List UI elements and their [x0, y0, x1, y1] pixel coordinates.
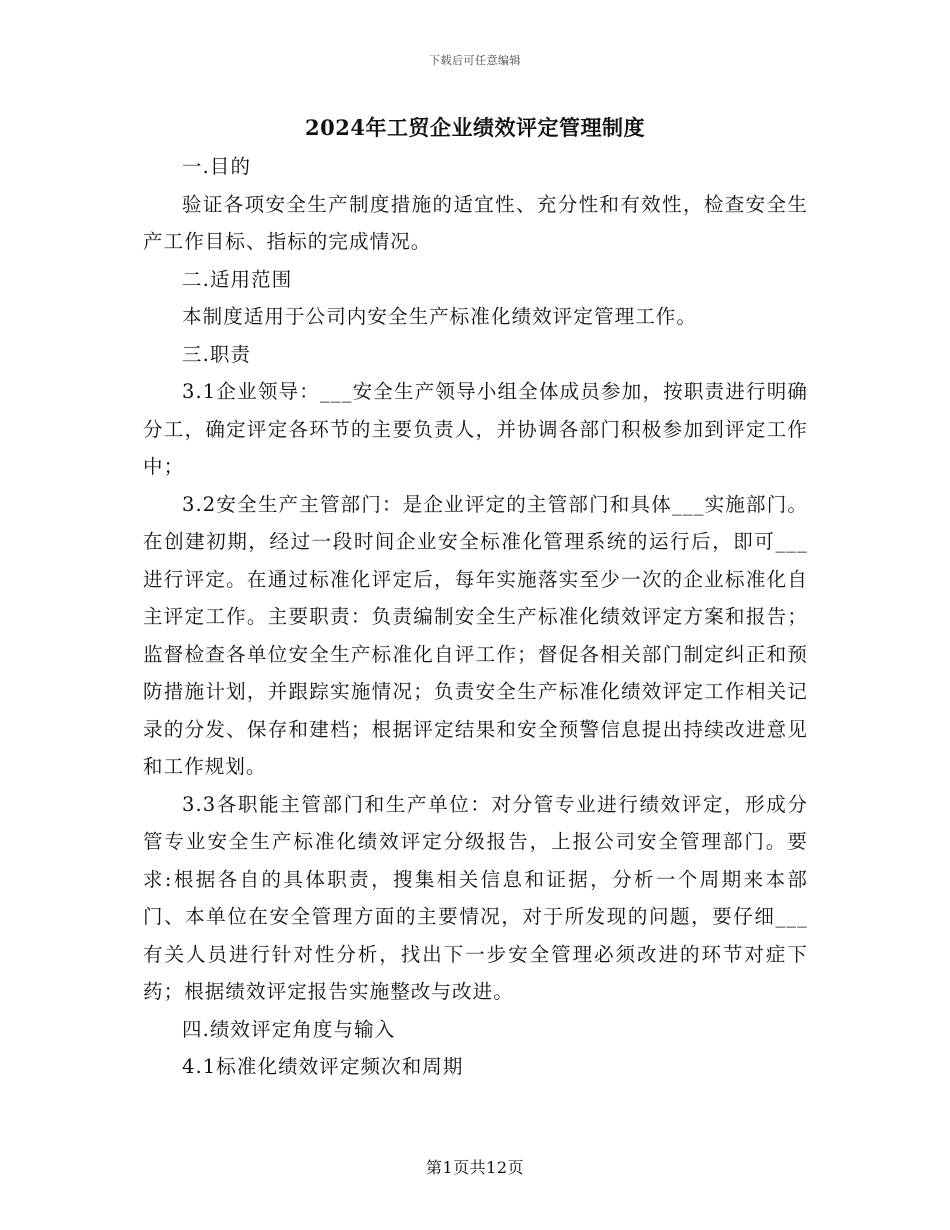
paragraph-purpose: 验证各项安全生产制度措施的适宜性、充分性和有效性，检查安全生产工作目标、指标的完成情况。 [143, 192, 808, 253]
section-heading-evaluation: 四.绩效评定角度与输入 [182, 1017, 396, 1041]
section-heading-responsibilities: 三.职责 [182, 342, 252, 366]
document-body [143, 148, 808, 1086]
paragraph-3-1: 3.1企业领导：___安全生产领导小组全体成员参加，按职责进行明确分工，确定评定各环节的主要负责人，并协调各部门积极参加到评定工作中； [143, 380, 808, 478]
section-heading-purpose: 一.目的 [182, 155, 252, 178]
header-note: 下载后可任意编辑 [429, 54, 521, 67]
paragraph-3-2: 3.2安全生产主管部门：是企业评定的主管部门和具体___实施部门。在创建初期，经过一段时间企业安全标准化管理系统的运行后，即可___进行评定。在通过标准化评定后，每年实施落实至少一次的企业标准化自主评定工作。主要职责：负责编制安全生产标准化绩效评定方案和报告；监督检查各单位安全生产标准化自评工作；督促各相关部门制定纠正和预防措施计划，并跟踪实施情况；负责安全生产标准化绩效评定工作相关记录的分发、保存和建档；根据评定结果和安全预警信息提出持续改进意见和工作规划。 [143, 492, 808, 778]
paragraph-4-1: 4.1标准化绩效评定频次和周期 [182, 1055, 464, 1078]
section-heading-scope: 二.适用范围 [182, 267, 293, 291]
page-footer: 第1页共12页 [425, 1158, 525, 1177]
document-title: 2024年工贸企业绩效评定管理制度 [305, 115, 645, 140]
paragraph-3-3: 3.3各职能主管部门和生产单位：对分管专业进行绩效评定，形成分管专业安全生产标准化绩效评定分级报告，上报公司安全管理部门。要求:根据各自的具体职责，搜集相关信息和证据，分析一个周期来本部门、本单位在安全管理方面的主要情况，对于所发现的问题，要仔细___有关人员进行针对性分析，找出下一步安全管理必须改进的环节对症下药；根据绩效评定报告实施整改与改进。 [143, 792, 808, 1003]
paragraph-scope: 本制度适用于公司内安全生产标准化绩效评定管理工作。 [182, 305, 698, 328]
